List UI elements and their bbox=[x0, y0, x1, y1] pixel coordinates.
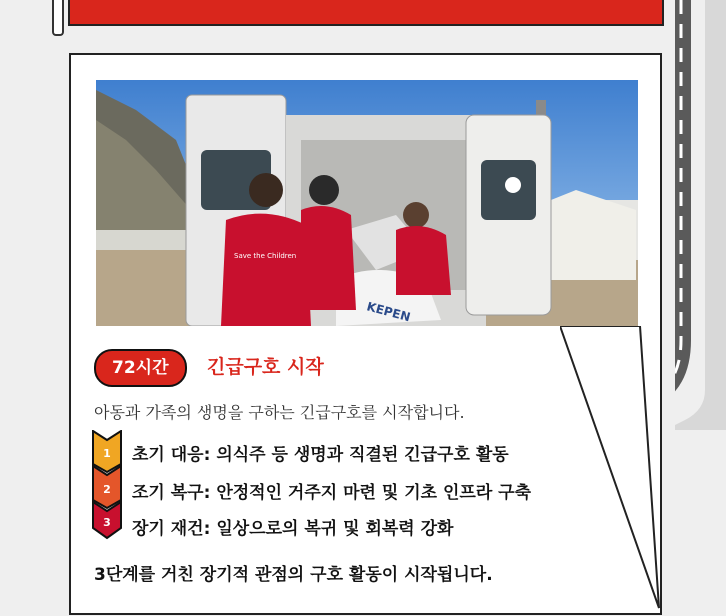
step-number: 1 bbox=[103, 447, 111, 460]
banner-post bbox=[52, 0, 64, 36]
summary-text: 3단계를 거친 장기적 관점의 구호 활동이 시작됩니다. bbox=[94, 565, 493, 585]
bag-label: KEPEN bbox=[365, 299, 412, 325]
intro-text: 아동과 가족의 생명을 구하는 긴급구호를 시작합니다. bbox=[94, 403, 465, 422]
step-item: 초기 대응: 의식주 등 생명과 직결된 긴급구호 활동 bbox=[132, 445, 509, 465]
road-icon bbox=[675, 0, 726, 430]
hours-badge: 72시간 bbox=[94, 349, 187, 387]
page-title: 긴급구호 시작 bbox=[207, 356, 324, 378]
bubble-tail bbox=[560, 326, 660, 616]
top-banner bbox=[68, 0, 664, 26]
step-number: 2 bbox=[103, 483, 111, 496]
relief-photo bbox=[96, 80, 638, 326]
vest-label: Save the Children bbox=[234, 252, 297, 260]
step-arrow-icon bbox=[92, 430, 122, 540]
step-item: 장기 재건: 일상으로의 복귀 및 회복력 강화 bbox=[132, 519, 454, 539]
step-item: 조기 복구: 안정적인 거주지 마련 및 기초 인프라 구축 bbox=[132, 483, 532, 503]
step-number: 3 bbox=[103, 516, 111, 529]
